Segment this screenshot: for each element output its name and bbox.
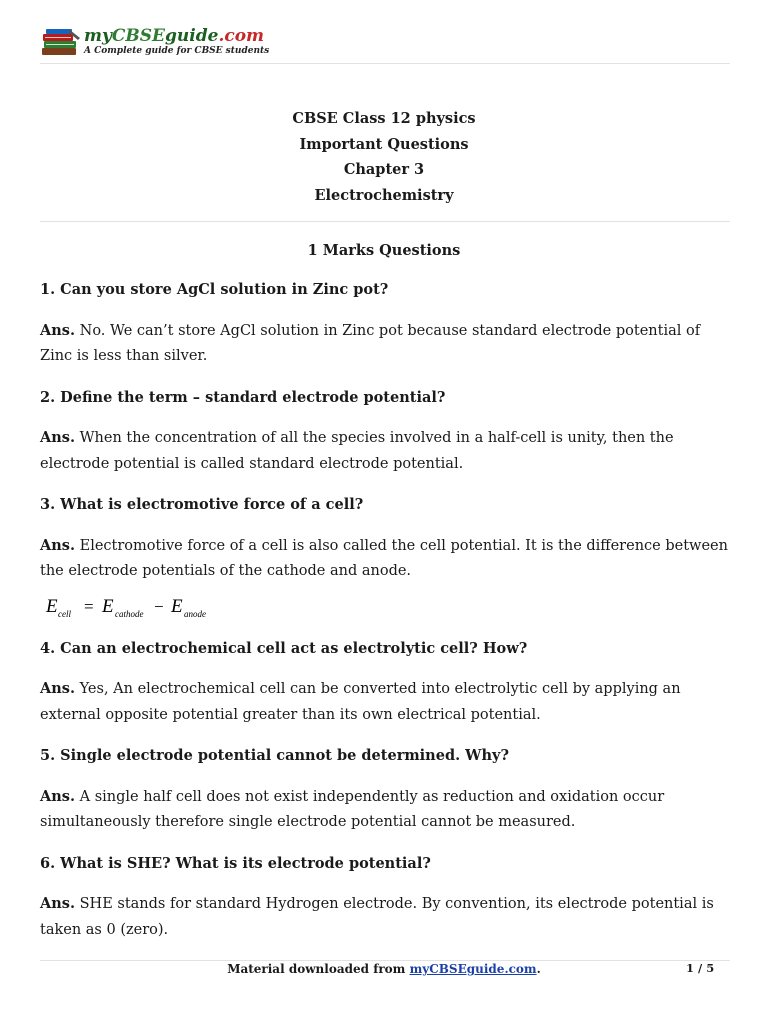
footer-text: Material downloaded from xyxy=(227,962,410,976)
answer-label: Ans. xyxy=(40,429,76,446)
books-logo-icon xyxy=(40,28,82,58)
formula-equals: = xyxy=(84,596,94,616)
footer-period: . xyxy=(536,962,541,976)
brand-tagline: A Complete guide for CBSE students xyxy=(84,46,270,56)
answer-3 xyxy=(40,533,730,585)
title-line-3: Chapter 3 xyxy=(343,161,425,178)
answer-label: Ans. xyxy=(40,895,76,912)
brand-suffix: guide xyxy=(165,26,219,46)
question-1: 1. Can you store AgCl solution in Zinc pot? xyxy=(40,281,389,298)
header-divider xyxy=(40,63,730,64)
answer-4 xyxy=(40,676,730,728)
answer-text: Yes, An electrochemical cell can be converted into electrolytic cell by applying an external opposite potential greater than its own electrical potential. xyxy=(40,681,681,723)
page-footer xyxy=(0,962,768,976)
page-header xyxy=(40,26,730,62)
title-line-1: CBSE Class 12 physics xyxy=(292,110,476,127)
title-line-4: Electrochemistry xyxy=(314,186,454,204)
formula-sub-anode: anode xyxy=(184,608,206,619)
answer-label: Ans. xyxy=(40,680,76,697)
answer-label: Ans. xyxy=(40,321,76,339)
formula-graphic xyxy=(44,594,244,622)
footer-link[interactable]: myCBSEguide.com xyxy=(409,962,537,976)
answer-text: Electromotive force of a cell is also called the cell potential. It is the difference between the electrode potentials of the cathode and anode. xyxy=(40,537,728,579)
question-4: 4. Can an electrochemical cell act as electrolytic cell? How? xyxy=(40,639,528,657)
question-2: 2. Define the term – standard electrode potential? xyxy=(40,388,446,406)
section-title: 1 Marks Questions xyxy=(307,242,461,259)
brand-name xyxy=(84,26,264,46)
questions-list xyxy=(40,277,730,958)
document-title xyxy=(0,106,768,208)
brand-prefix: my xyxy=(84,26,112,46)
page-number: 1 / 5 xyxy=(686,961,715,975)
answer-text: A single half cell does not exist independently as reduction and oxidation occur simultaneously therefore single electrode potential cannot be measured. xyxy=(40,788,665,830)
answer-label: Ans. xyxy=(40,787,76,805)
question-5: 5. Single electrode potential cannot be determined. Why? xyxy=(40,747,509,764)
answer-text: SHE stands for standard Hydrogen electrode. By convention, its electrode potential is taken as 0 (zero). xyxy=(40,896,714,938)
formula-sub-cathode: cathode xyxy=(115,608,144,619)
answer-text: When the concentration of all the species involved in a half-cell is unity, then the electrode potential is called standard electrode potential. xyxy=(40,430,674,472)
formula-sub-cell: cell xyxy=(58,608,71,619)
formula-minus: − xyxy=(154,596,164,616)
cell-potential-formula xyxy=(44,594,730,622)
footer-divider xyxy=(40,960,730,961)
answer-2 xyxy=(40,425,730,477)
answer-6 xyxy=(40,891,730,943)
formula-symbol-2: E xyxy=(102,595,114,617)
answer-5 xyxy=(40,784,730,836)
title-divider xyxy=(40,221,730,222)
title-line-2: Important Questions xyxy=(299,135,469,153)
question-3: 3. What is electromotive force of a cell? xyxy=(40,496,364,513)
answer-label: Ans. xyxy=(40,536,76,554)
answer-text: No. We can’t store AgCl solution in Zinc pot because standard electrode potential of Zinc is less than silver. xyxy=(40,322,701,364)
formula-symbol-3: E xyxy=(171,595,183,617)
answer-1 xyxy=(40,318,730,370)
formula-symbol-1: E xyxy=(46,595,58,617)
question-6: 6. What is SHE? What is its electrode potential? xyxy=(40,854,431,872)
brand-tld: .com xyxy=(218,26,265,46)
brand-main: CBSE xyxy=(111,26,166,46)
